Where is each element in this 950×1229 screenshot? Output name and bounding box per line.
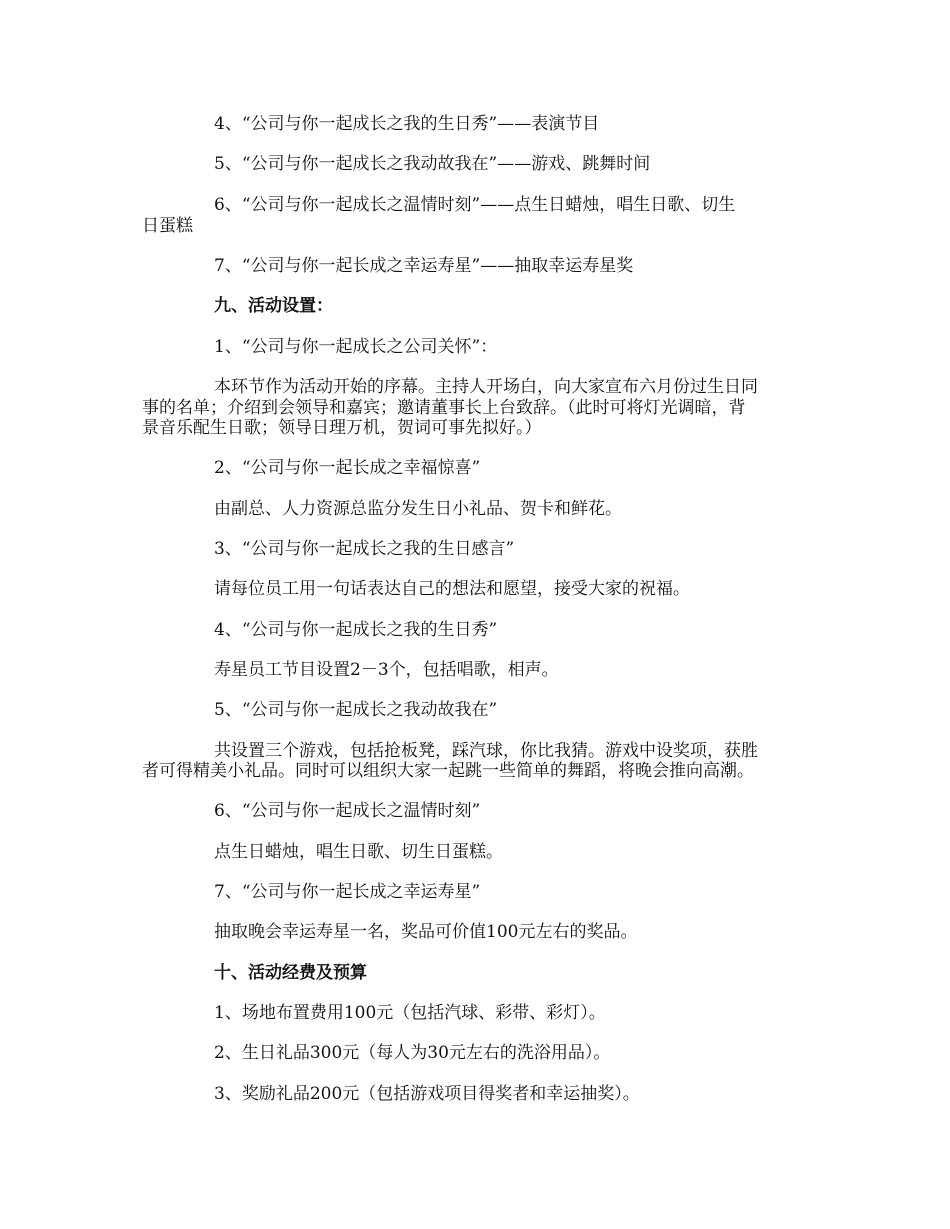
program-item-6-cont: 日蛋糕 [142,216,193,236]
setting-item-2-text: 由副总、人力资源总监分发生日小礼品、贺卡和鲜花。 [214,499,622,519]
budget-item-1: 1、场地布置费用100元（包括汽球、彩带、彩灯）。 [214,1003,606,1023]
program-item-5: 5、“公司与你一起成长之我动故我在”——游戏、跳舞时间 [214,154,651,174]
setting-item-1-text-line-2: 事的名单；介绍到会领导和嘉宾；邀请董事长上台致辞。（此时可将灯光调暗，背 [142,398,746,418]
section-heading-10: 十、活动经费及预算 [214,963,367,983]
setting-item-1-text-line-3: 景音乐配生日歌；领导日理万机，贺词可事先拟好。） [142,418,542,438]
setting-item-5-title: 5、“公司与你一起成长之我动故我在” [214,700,498,720]
setting-item-1-text-line-1: 本环节作为活动开始的序幕。主持人开场白，向大家宣布六月份过生日同 [214,377,758,397]
setting-item-4-title: 4、“公司与你一起成长之我的生日秀” [214,620,498,640]
program-item-7: 7、“公司与你一起长成之幸运寿星”——抽取幸运寿星奖 [214,256,634,276]
setting-item-3-title: 3、“公司与你一起成长之我的生日感言” [214,539,515,559]
setting-item-7-title: 7、“公司与你一起长成之幸运寿星” [214,882,481,902]
setting-item-1-title: 1、“公司与你一起成长之公司关怀”： [214,337,498,357]
setting-item-7-text: 抽取晚会幸运寿星一名，奖品可价值100元左右的奖品。 [214,922,638,942]
section-heading-9: 九、活动设置： [214,296,333,316]
program-item-6: 6、“公司与你一起成长之温情时刻”——点生日蜡烛，唱生日歌、切生 [214,195,736,215]
budget-item-3: 3、奖励礼品200元（包括游戏项目得奖者和幸运抽奖）。 [214,1084,640,1104]
budget-item-2: 2、生日礼品300元（每人为30元左右的洗浴用品）。 [214,1043,611,1063]
setting-item-5-text-line-1: 共设置三个游戏，包括抢板凳，踩汽球，你比我猜。游戏中设奖项，获胜 [214,741,758,761]
setting-item-3-text: 请每位员工用一句话表达自己的想法和愿望，接受大家的祝福。 [214,579,690,599]
setting-item-4-text: 寿星员工节目设置2－3个，包括唱歌，相声。 [214,660,559,680]
setting-item-6-text: 点生日蜡烛，唱生日歌、切生日蛋糕。 [214,842,503,862]
program-item-4: 4、“公司与你一起成长之我的生日秀”——表演节目 [214,114,600,134]
setting-item-2-title: 2、“公司与你一起长成之幸福惊喜” [214,458,481,478]
setting-item-6-title: 6、“公司与你一起成长之温情时刻” [214,801,481,821]
setting-item-5-text-line-2: 者可得精美小礼品。同时可以组织大家一起跳一些简单的舞蹈，将晚会推向高潮。 [142,761,754,781]
